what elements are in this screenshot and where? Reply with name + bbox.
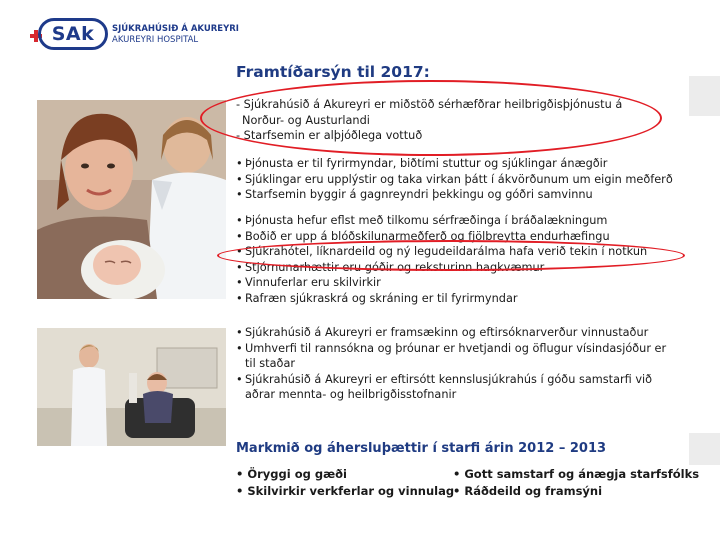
goal-item: • Ráðdeild og framsýni [453,483,699,500]
side-tab-top [689,76,720,116]
vision-heading: Framtíðarsýn til 2017: [236,63,430,81]
logo-line-1: SJÚKRAHÚSIÐ Á AKUREYRI [112,24,239,34]
logo-text [112,24,262,46]
logo-mark: SAk [38,18,108,50]
goals-list-right [453,466,699,499]
vision-list-workplace [236,325,666,403]
list-item: • Rafræn sjúkraskrá og skráning er til fyrirmyndar [236,291,647,307]
dash-item-continued: Norður- og Austurlandi [242,113,370,127]
highlight-ellipse-facilities [217,240,685,271]
side-tab-bottom [689,433,720,465]
list-item: • Sjúklingar eru upplýstir og taka virkan þátt í ákvörðunum um eigin meðferð [236,172,673,188]
list-item: • Sjúkrahótel, líknardeild og ný legudeildarálma hafa verið tekin í notkun [236,244,647,260]
list-item: • Þjónusta hefur eflst með tilkomu sérfræðinga í bráðalækningum [236,213,647,229]
list-item-continued: til staðar [245,357,296,370]
goal-item: • Gott samstarf og ánægja starfsfólks [453,466,699,483]
goals-list-left [236,466,454,499]
list-item: • Sjúkrahúsið á Akureyri er eftirsótt kennslusjúkrahús í góðu samstarfi við [236,372,666,388]
list-item: • Umhverfi til rannsókna og þróunar er hvetjandi og öflugur vísindasjóður er [236,341,666,357]
list-item: • Starfsemin byggir á gagnreyndri þekkingu og góðri samvinnu [236,187,673,203]
list-item: • Sjúkrahúsið á Akureyri er framsækinn og eftirsóknarverður vinnustaður [236,325,666,341]
list-item: • Þjónusta er til fyrirmyndar, biðtími stuttur og sjúklingar ánægðir [236,156,673,172]
vision-list-service [236,156,673,203]
staff-with-newborn-photo [37,100,226,299]
goal-item: • Öryggi og gæði [236,466,454,483]
highlight-ellipse-vision [200,80,662,156]
list-item: • Vinnuferlar eru skilvirkir [236,275,647,291]
goal-item: • Skilvirkir verkferlar og vinnulag [236,483,454,500]
list-item-continued: aðrar mennta- og heilbrigðisstofnanir [245,388,457,401]
list-item: • Boðið er upp á blóðskilunarmeðferð og fjölbreytta endurhæfingu [236,229,647,245]
staff-with-patient-photo [37,328,226,446]
list-item: • Stjórnunarhættir eru góðir og reksturinn hagkvæmur [236,260,647,276]
dash-item: - Sjúkrahúsið á Akureyri er miðstöð sérhæfðrar heilbrigðisþjónustu á [236,97,622,113]
goals-heading: Markmið og áhersluþættir í starfi árin 2012 – 2013 [236,441,607,456]
logo-line-2: AKUREYRI HOSPITAL [112,35,199,45]
dash-item: - Starfsemin er alþjóðlega vottuð [236,128,622,144]
